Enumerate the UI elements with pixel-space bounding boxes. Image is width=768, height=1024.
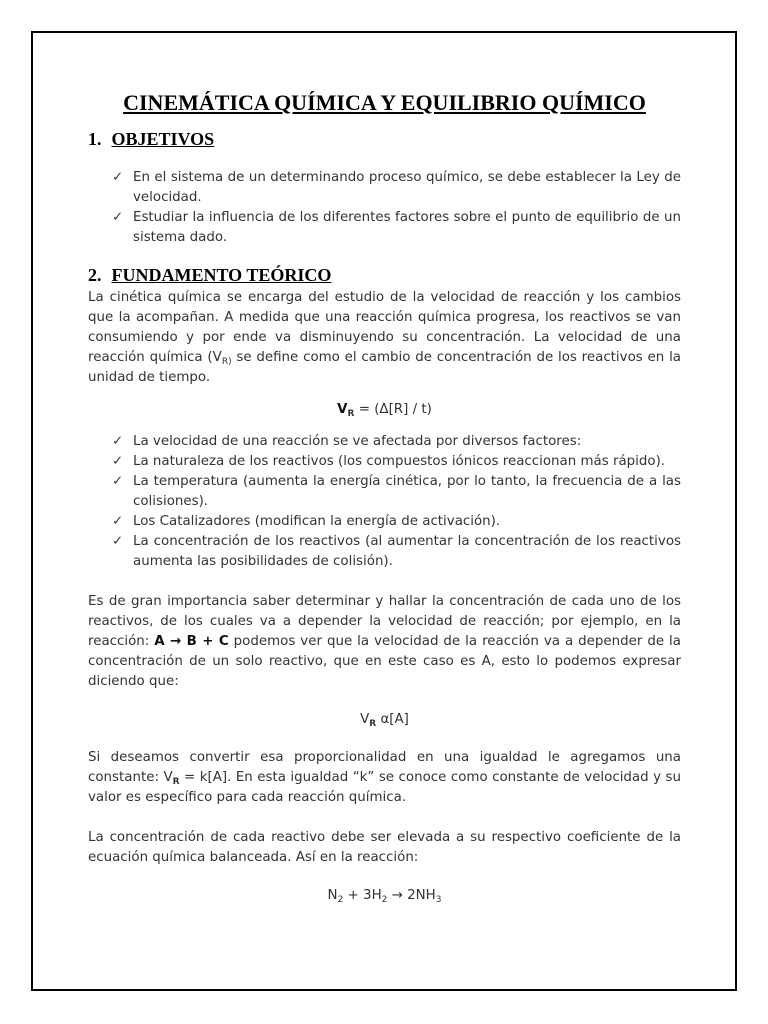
ammonia-equation	[88, 886, 681, 906]
list-item	[112, 532, 681, 572]
equation-subscript: R	[369, 719, 377, 729]
rate-equation	[88, 400, 681, 420]
list-item-text: La temperatura (aumenta la energía cinética, por lo tanto, la frecuencia de a las colisiones).	[133, 474, 681, 509]
factors-list	[88, 432, 681, 572]
equation-part: → 2NH	[387, 888, 436, 903]
paragraph-text-b: = k[A]. En esta igualdad “k” se conoce como constante de velocidad y su valor es específico para cada reacción química.	[88, 770, 681, 805]
list-item	[112, 452, 681, 472]
reaction-formula: A → B + C	[154, 634, 229, 649]
constant-paragraph	[88, 748, 681, 808]
equation-body: = (Δ[R] / t)	[354, 402, 432, 417]
reaction-paragraph	[88, 592, 681, 692]
list-item	[112, 432, 681, 452]
section-number: 1.	[88, 129, 102, 149]
equation-symbol: V	[360, 712, 370, 727]
check-icon: ✓	[112, 210, 124, 225]
section-heading-fundamento	[88, 262, 681, 288]
list-item-text: La velocidad de una reacción se ve afectada por diversos factores:	[133, 434, 582, 449]
check-icon: ✓	[112, 170, 124, 185]
paragraph-text-b: podemos ver que la velocidad de la reacción va a depender de la concentración de un solo reactivo, que en este caso es A, esto lo podemos expresar diciendo que:	[88, 634, 681, 689]
intro-paragraph	[88, 288, 681, 388]
list-item	[112, 512, 681, 532]
section-title: OBJETIVOS	[111, 129, 215, 149]
objectives-list	[88, 168, 681, 248]
list-item	[112, 168, 681, 208]
list-item-text: La concentración de los reactivos (al aumentar la concentración de los reactivos aumenta las posibilidades de colisión).	[133, 534, 681, 569]
velocity-symbol: V	[212, 350, 222, 365]
check-icon: ✓	[112, 514, 124, 529]
equation-subscript: 3	[435, 895, 442, 905]
equation-body: α[A]	[376, 712, 409, 727]
check-icon: ✓	[112, 454, 124, 469]
list-item-text: La naturaleza de los reactivos (los compuestos iónicos reaccionan más rápido).	[133, 454, 666, 469]
velocity-subscript: R)	[221, 357, 232, 367]
check-icon: ✓	[112, 434, 124, 449]
section-heading-objetivos	[88, 126, 681, 152]
equation-subscript: 2	[381, 895, 388, 905]
equation-part: + 3H	[343, 888, 382, 903]
intro-text-b: se define como el cambio de concentración de los reactivos en la unidad de tiempo.	[88, 350, 681, 385]
equation-subscript: R	[172, 777, 180, 787]
paragraph-text-a: Es de gran importancia saber determinar y hallar la concentración de cada uno de los reactivos, de los cuales va a depender la velocidad de reacción; por ejemplo, en la reacción:	[88, 594, 681, 649]
intro-text-a: La cinética química se encarga del estudio de la velocidad de reacción y los cambios que la acompañan. A medida que una reacción química progresa, los reactivos se van consumiendo y por ende va disminuyendo su concentración. La velocidad de una reacción química (	[88, 290, 681, 365]
proportionality-equation	[88, 710, 681, 730]
check-icon: ✓	[112, 474, 124, 489]
equation-subscript: R	[347, 409, 355, 419]
document-body	[88, 86, 681, 906]
paragraph-text-a: Si deseamos convertir esa proporcionalidad en una igualdad le agregamos una constante: V	[88, 750, 681, 785]
check-icon: ✓	[112, 534, 124, 549]
section-title: FUNDAMENTO TEÓRICO	[111, 265, 332, 285]
section-number: 2.	[88, 265, 102, 285]
list-item-text: En el sistema de un determinando proceso químico, se debe establecer la Ley de velocidad.	[133, 170, 681, 205]
coefficient-paragraph: La concentración de cada reactivo debe ser elevada a su respectivo coeficiente de la ecuación química balanceada. Así en la reacción:	[88, 830, 681, 865]
list-item	[112, 208, 681, 248]
equation-symbol: V	[337, 402, 348, 417]
list-item-text: Estudiar la influencia de los diferentes factores sobre el punto de equilibrio de un sistema dado.	[133, 210, 681, 245]
equation-subscript: 2	[337, 895, 344, 905]
document-title: CINEMÁTICA QUÍMICA Y EQUILIBRIO QUÍMICO	[123, 90, 646, 115]
equation-part: N	[327, 888, 338, 903]
list-item	[112, 472, 681, 512]
list-item-text: Los Catalizadores (modifican la energía de activación).	[133, 514, 501, 529]
